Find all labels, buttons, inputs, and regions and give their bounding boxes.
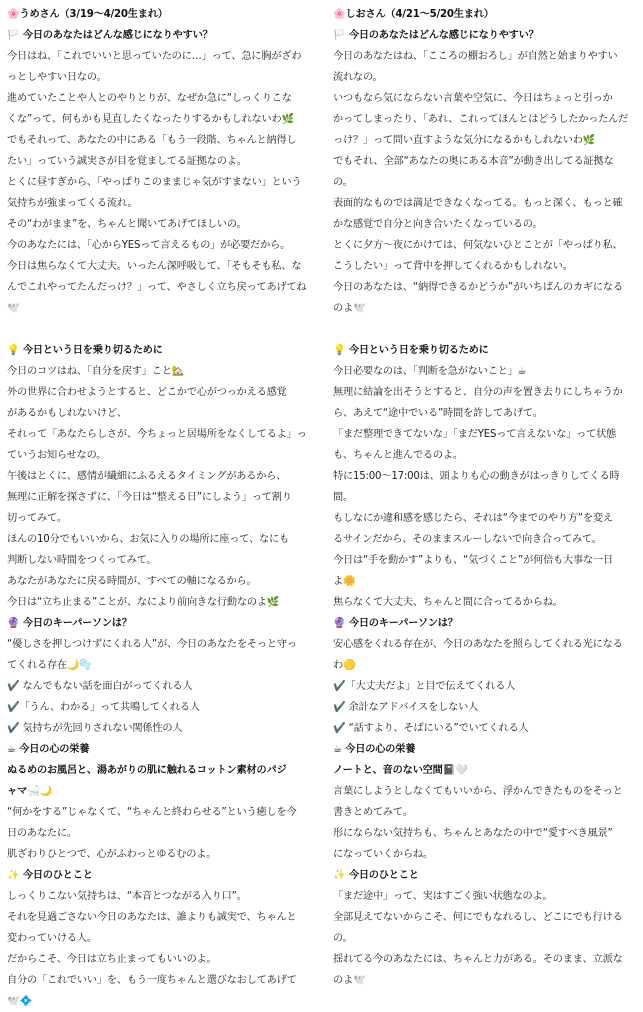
text-line: たい」っていう誠実さが目を覚ましてる証拠なのよ。 (7, 156, 247, 167)
text-line: 今のあなたには、「心からYESって言えるもの」が必要だから。 (7, 240, 291, 251)
text-line: っとしやすい日なの。 (7, 72, 107, 83)
text-line: のよ🕊️ (333, 303, 366, 314)
text-line: 「まだ途中」って、実はすごく強い状態なのよ。 (333, 891, 553, 902)
text-line: 全部見えてないからこそ、何にでもなれるし、どこにでも行ける (333, 912, 623, 923)
text-line: 今日は“立ち止まる”ことが、なにより前向きな行動なのよ🌿 (7, 597, 280, 608)
text-line: のよ🕊️ (333, 975, 366, 986)
heading-line: 💡 今日という日を乗り切るために (333, 345, 489, 356)
text-line: 今日必要なのは、「判断を急がないこと」☕ (333, 366, 527, 377)
text-line: 書きとめてみて。 (333, 807, 413, 818)
text-line: 今日は焦らなくて大丈夫。いったん深呼吸して、「そもそも私、な (7, 261, 302, 272)
heading-line: 🏳️ 今日のあなたはどんな感じになりやすい？ (7, 30, 213, 41)
text-line: 進めていたことや人とのやりとりが、なぜか急に“しっくりこな (7, 93, 292, 104)
text-line: ✔️ なんでもない話を面白がってくれる人 (7, 681, 193, 692)
text-line: 「まだ整理できてないな」「まだYESって言えないな」って状態 (333, 429, 617, 440)
text-line: 今日は“手を動かす”よりも、“気づくこと”が何倍も大事な一日 (333, 555, 613, 566)
text-line: こうしたい」って背中を押してくれるかもしれない。 (333, 261, 573, 272)
text-line: 形にならない気持ちも、ちゃんとあなたの中で“愛すべき風景” (333, 828, 613, 839)
text-line: かな感覚で自分と向き合いたくなっているの。 (333, 219, 543, 230)
right-column-shiosan (333, 4, 635, 991)
text-line: 無理に結論を出そうとすると、自分の声を置き去りにしちゃうか (333, 387, 623, 398)
text-line: もしなにか違和感を感じたら、それは“今までのやり方”を変え (333, 513, 613, 524)
text-line: 流れなの。 (333, 72, 383, 83)
text-line: 揺れてる今のあなたには、ちゃんと力がある。そのまま、立派な (333, 954, 623, 965)
heading-line: ✨ 今日のひとこと (7, 870, 93, 881)
text-line: 間。 (333, 492, 353, 503)
heading-line: ☕ 今日の心の栄養 (7, 744, 90, 755)
text-line: っけ？」って問い直すような気分になるかもしれないわ🌿 (333, 135, 596, 146)
text-line: ら、あえて“途中でいる”時間を許してあげて。 (333, 408, 543, 419)
text-line: わ🟡 (333, 660, 356, 671)
text-line: しっくりこない気持ちは、“本音とつながる入り口”。 (7, 891, 247, 902)
text-line: 午後はとくに、感情が繊細にふるえるタイミングがあるから、 (7, 471, 287, 482)
text-line: 焦らなくて大丈夫、ちゃんと間に合ってるからね。 (333, 597, 563, 608)
text-line: 🕊️💠 (7, 996, 32, 1007)
text-line: 気持ちが強まってくる流れ。 (7, 198, 138, 209)
spacer (333, 319, 635, 340)
text-line: 外の世界に合わせようとすると、どこかで心がつっかえる感覚 (7, 387, 287, 398)
text-line: 安心感をくれる存在が、今日のあなたを照らしてくれる光になる (333, 639, 623, 650)
text-line: てくれる存在🌙🫧 (7, 660, 92, 671)
text-line: とくに昼すぎから、「やっぱりこのままじゃ気がすまない」という (7, 177, 302, 188)
text-line: も、ちゃんと進んでるのよ。 (333, 450, 463, 461)
text-line: あなたがあなたに戻る時間が、すべての軸になるから。 (7, 576, 257, 587)
text-line: ✔️ 余計なアドバイスをしない人 (333, 702, 479, 713)
text-line: それって「あなたらしさが、今ちょっと居場所をなくしてるよ」っ (7, 429, 307, 440)
text-line: 日のあなたに。 (7, 828, 77, 839)
text-line: ✔️「うん、わかる」って共鳴してくれる人 (7, 702, 200, 713)
heading-line: 🏳️ 今日のあなたはどんな感じになりやすい？ (333, 30, 539, 41)
text-line: 今日のあなたはね、「こころの棚おろし」が自然と始まりやすい (333, 51, 618, 62)
text-line: でもそれって、あなたの中にある「もう一段階、ちゃんと納得し (7, 135, 297, 146)
left-column-umesan (7, 4, 307, 1012)
text-line: “何かをする”じゃなくて、“ちゃんと終わらせる”という癒しを今 (7, 807, 297, 818)
text-line: 表面的なものでは満足できなくなってる。もっと深く、もっと確 (333, 198, 623, 209)
text-line: 今日はね、「これでいいと思っていたのに…」って、急に胸がざわ (7, 51, 302, 62)
text-line: 肌ざわりひとつで、心がふわっとゆるむのよ。 (7, 849, 217, 860)
text-line: ていうお知らせなの。 (7, 450, 107, 461)
text-line: 判断しない時間をつくってみて。 (7, 555, 157, 566)
heading-line: 🌸しおさん（4/21〜5/20生まれ） (333, 9, 494, 20)
text-line: ✔️ “話すより、そばにいる”でいてくれる人 (333, 723, 529, 734)
heading-line: ャマ🛁🌙 (7, 786, 52, 797)
text-line: んでこれやってたんだっけ？」って、やさしく立ち戻ってあげてね (7, 282, 307, 293)
heading-line: 🔮 今日のキーパーソンは？ (7, 618, 132, 629)
text-line: かってしまったり、「あれ、これってほんとはどうしたかったんだ (333, 114, 629, 125)
text-line: よ🌼 (333, 576, 356, 587)
heading-line: 🌸うめさん（3/19〜4/20生まれ） (7, 9, 168, 20)
spacer (7, 319, 307, 340)
text-line: 切ってみて。 (7, 513, 67, 524)
text-line: 今日のあなたは、“納得できるかどうか”がいちばんのカギになる (333, 282, 623, 293)
text-line: その“わがまま”を、ちゃんと聞いてあげてほしいの。 (7, 219, 247, 230)
text-line: ✔️「大丈夫だよ」と目で伝えてくれる人 (333, 681, 516, 692)
text-line: それを見過ごさない今日のあなたは、誰よりも誠実で、ちゃんと (7, 912, 297, 923)
text-line: るサインだから、そのままスルーしないで向き合ってみて。 (333, 534, 602, 545)
heading-line: ぬるめのお風呂と、湯あがりの肌に触れるコットン素材のパジ (7, 765, 287, 776)
text-line: とくに夕方〜夜にかけては、何気ないひとことが「やっぱり私、 (333, 240, 623, 251)
text-line: になっていくからね。 (333, 849, 433, 860)
heading-line: ノートと、音のない空間📓🤍 (333, 765, 468, 776)
text-line: の。 (333, 177, 353, 188)
text-line: 言葉にしようとしなくてもいいから、浮かんできたものをそっと (333, 786, 623, 797)
text-line: ほんの10分でもいいから、お気に入りの場所に座って、なにも (7, 534, 290, 545)
text-line: ✔️ 気持ちが先回りされない関係性の人 (7, 723, 183, 734)
text-line: 今日のコツはね、「自分を戻す」こと🏡 (7, 366, 185, 377)
text-line: 無理に正解を探さずに、「今日は“整える日”にしよう」って割り (7, 492, 292, 503)
text-line: があるかもしれないけど、 (7, 408, 127, 419)
text-line: 自分の「これでいい」を、もう一度ちゃんと選びなおしてあげて (7, 975, 297, 986)
text-line: 🕊️ (7, 303, 20, 314)
heading-line: 🔮 今日のキーパーソンは？ (333, 618, 458, 629)
heading-line: 💡 今日という日を乗り切るために (7, 345, 163, 356)
text-line: でもそれ、全部“あなたの奥にある本音”が動き出してる証拠な (333, 156, 614, 167)
text-line: の。 (333, 933, 353, 944)
text-line: 特に15:00〜17:00は、頭よりも心の動きがはっきりしてくる時 (333, 471, 620, 482)
text-line: いつもなら気にならない言葉や空気に、今日はちょっと引っか (333, 93, 613, 104)
text-line: 変わっていける人。 (7, 933, 97, 944)
heading-line: ☕ 今日の心の栄養 (333, 744, 416, 755)
heading-line: ✨ 今日のひとこと (333, 870, 419, 881)
text-line: だからこそ、今日は立ち止まってもいいのよ。 (7, 954, 217, 965)
text-line: “優しさを押しつけずにくれる人”が、今日のあなたをそっと守っ (7, 639, 297, 650)
text-line: くな”って、何もかも見直したくなったりするかもしれないわ🌿 (7, 114, 295, 125)
